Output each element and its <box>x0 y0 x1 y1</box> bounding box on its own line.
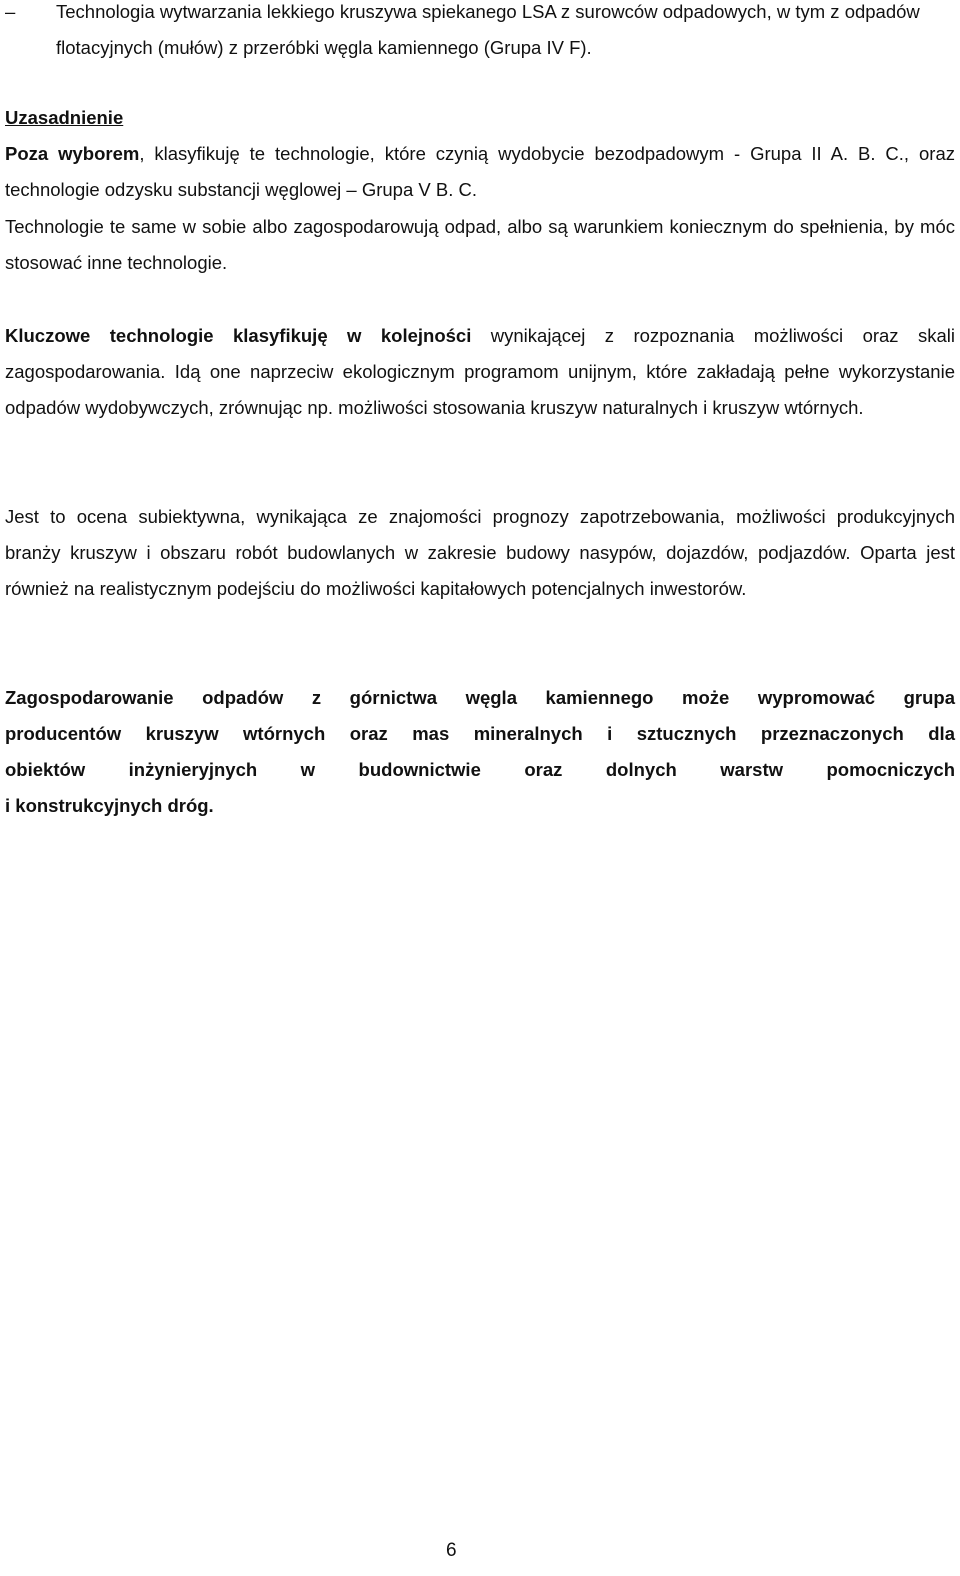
conclusion-line-4: i konstrukcyjnych dróg. <box>5 795 214 816</box>
conclusion-paragraph <box>5 680 955 824</box>
justification-heading: Uzasadnienie <box>5 107 124 128</box>
conclusion-line-2: producentów kruszyw wtórnych oraz mas mineralnych i sztucznych przeznaczonych dla <box>5 723 955 744</box>
page-number: 6 <box>446 1540 457 1561</box>
key-technologies-bold-lead: Kluczowe technologie klasyfikuję w kolejności <box>5 325 472 346</box>
bullet-list-item <box>5 0 955 66</box>
justification-paragraph-1 <box>5 136 955 208</box>
justification-text-1: , klasyfikuję te technologie, które czynią wydobycie bezodpadowym - Grupa II A. B. C., oraz technologie odzysku substancji węglowej – Grupa V B. C. <box>5 143 955 200</box>
bullet-text: Technologia wytwarzania lekkiego kruszywa spiekanego LSA z surowców odpadowych, w tym z odpadów flotacyjnych (mułów) z przeróbki węgla kamiennego (Grupa IV F). <box>56 1 920 58</box>
assessment-paragraph: Jest to ocena subiektywna, wynikająca ze znajomości prognozy zapotrzebowania, możliwości produkcyjnych branży kruszyw i obszaru robót budowlanych w zakresie budowy nasypów, dojazdów, podjazdów. Oparta jest również na realistycznym podejściu do możliwości kapitałowych potencjalnych inwestorów. <box>5 506 955 599</box>
key-technologies-text: wynikającej z rozpoznania możliwości oraz skali zagospodarowania. Idą one naprzeciw ekologicznym programom unijnym, które zakładają pełne wykorzystanie odpadów wydobywczych, zrównując np. możliwości stosowania kruszyw naturalnych i kruszyw wtórnych. <box>5 325 956 418</box>
key-technologies-paragraph <box>5 318 955 426</box>
conclusion-line-3: obiektów inżynieryjnych w budownictwie oraz dolnych warstw pomocniczych <box>5 759 955 780</box>
justification-bold-lead: Poza wyborem <box>5 143 140 164</box>
bullet-dash: – <box>5 1 16 22</box>
conclusion-line-1: Zagospodarowanie odpadów z górnictwa węgla kamiennego może wypromować grupa <box>5 687 955 708</box>
justification-paragraph-2: Technologie te same w sobie albo zagospodarowują odpad, albo są warunkiem koniecznym do spełnienia, by móc stosować inne technologie. <box>5 216 955 273</box>
